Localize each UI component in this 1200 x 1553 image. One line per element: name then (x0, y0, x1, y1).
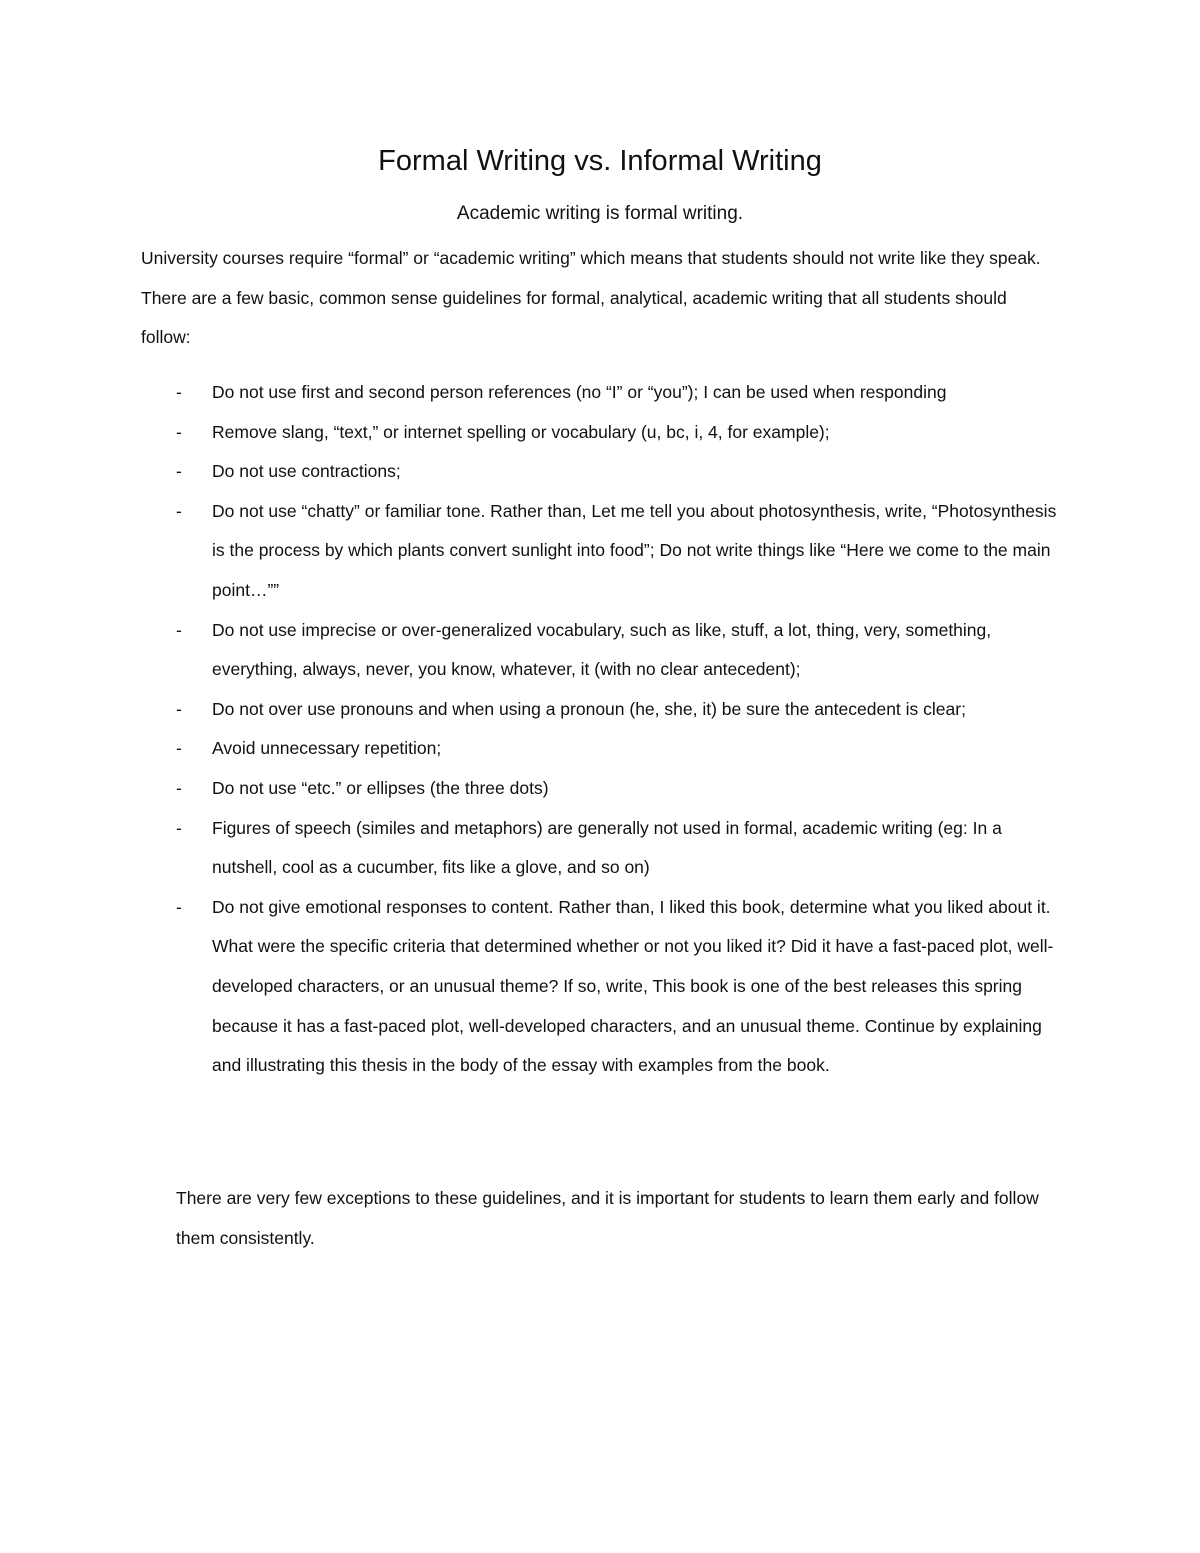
list-item-text: Do not use “chatty” or familiar tone. Rather than, Let me tell you about photosynthesis, write, “Photosynthesis is the process by which plants convert sunlight into food”; Do not write things like “Here we come to the main point…”” (212, 500, 1057, 600)
list-item-text: Avoid unnecessary repetition; (212, 738, 442, 759)
bullet-dash: - (176, 619, 182, 640)
guidelines-list (176, 373, 1066, 1086)
list-item (176, 611, 1066, 690)
list-item-text: Do not use first and second person references (no “I” or “you”); I can be used when responding (212, 382, 947, 402)
list-item (176, 413, 1066, 453)
bullet-dash: - (176, 738, 182, 759)
bullet-dash: - (176, 461, 182, 482)
list-item (176, 888, 1066, 1086)
closing-paragraph: There are very few exceptions to these guidelines, and it is important for students to learn them early and follow them consistently. (176, 1188, 1039, 1248)
list-item (176, 769, 1066, 809)
bullet-dash: - (176, 896, 182, 917)
bullet-dash: - (176, 382, 182, 402)
list-item (176, 452, 1066, 492)
list-item (176, 373, 1066, 413)
list-item (176, 809, 1066, 888)
list-item-text: Figures of speech (similes and metaphors) are generally not used in formal, academic writing (eg: In a nutshell, cool as a cucumber, fits like a glove, and so on) (212, 817, 1002, 878)
bullet-dash: - (176, 817, 182, 838)
list-item-text: Do not use “etc.” or ellipses (the three dots) (212, 777, 549, 798)
bullet-dash: - (176, 421, 182, 442)
intro-paragraph: University courses require “formal” or “academic writing” which means that students should not write like they speak. There are a few basic, common sense guidelines for formal, analytical, academic writing that all students should follow: (141, 248, 1041, 348)
bullet-dash: - (176, 698, 182, 719)
document-title: Formal Writing vs. Informal Writing (378, 145, 822, 177)
list-item-text: Do not over use pronouns and when using a pronoun (he, she, it) be sure the antecedent is clear; (212, 698, 966, 719)
list-item-text: Do not give emotional responses to content. Rather than, I liked this book, determine what you liked about it. What were the specific criteria that determined whether or not you liked it? Did it have a fast-paced plot, well-developed characters, or an unusual theme? If so, write, This book is one of the best releases this spring because it has a fast-paced plot, well-developed characters, and an unusual theme. Continue by explaining and illustrating this thesis in the body of the essay with examples from the book. (212, 896, 1054, 1076)
list-item (176, 690, 1066, 730)
document-subtitle: Academic writing is formal writing. (456, 203, 744, 224)
list-item-text: Do not use imprecise or over-generalized vocabulary, such as like, stuff, a lot, thing, very, something, everything, always, never, you know, whatever, it (with no clear antecedent); (212, 619, 992, 680)
list-item-text: Do not use contractions; (212, 461, 401, 482)
list-item (176, 492, 1066, 611)
list-item (176, 729, 1066, 769)
bullet-dash: - (176, 777, 182, 798)
list-item-text: Remove slang, “text,” or internet spelling or vocabulary (u, bc, i, 4, for example); (212, 421, 830, 442)
bullet-dash: - (176, 500, 182, 521)
